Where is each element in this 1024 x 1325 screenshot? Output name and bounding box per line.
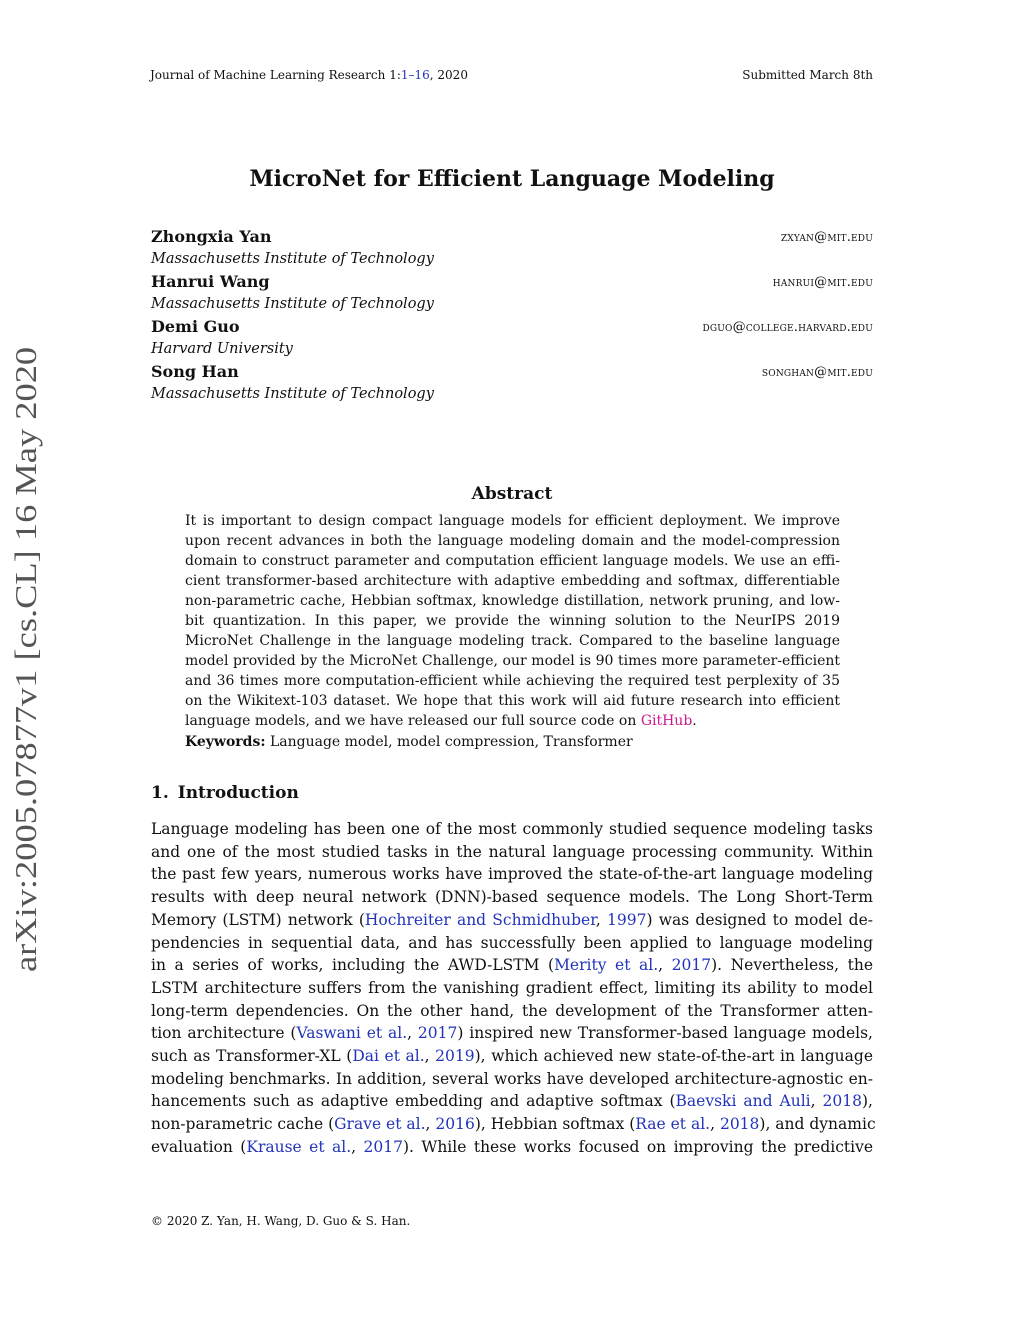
abstract-line: on the Wikitext-103 dataset. We hope that this work will aid future research into efficient (185, 693, 840, 709)
body-line: and one of the most studied tasks in the natural language processing community. Within (151, 843, 873, 861)
body-text: hancements such as adaptive embedding and adaptive softmax ( (151, 1092, 676, 1110)
body-text: ) was designed to model de- (646, 911, 873, 929)
body-line (151, 954, 873, 977)
body-text: , (351, 1138, 364, 1156)
body-text: , (424, 1047, 436, 1065)
section-title: Introduction (177, 783, 299, 803)
author-name: Song Han (151, 362, 239, 381)
author-name: Zhongxia Yan (151, 227, 272, 246)
author-affiliation: Massachusetts Institute of Technology (151, 296, 434, 312)
journal-name: Journal of Machine Learning Research 1: (150, 68, 401, 82)
citation-year-link[interactable]: 2019 (435, 1047, 475, 1065)
body-line (151, 1136, 873, 1159)
author-email[interactable]: songhan@mit.edu (761, 365, 873, 380)
abstract-text: language models, and we have released our full source code on (185, 713, 641, 729)
abstract-text: . (692, 713, 697, 729)
copyright-text: 2020 Z. Yan, H. Wang, D. Guo & S. Han. (163, 1214, 411, 1228)
abstract-line: non-parametric cache, Hebbian softmax, knowledge distillation, network pruning, and low- (185, 593, 840, 609)
body-line: modeling benchmarks. In addition, several works have developed architecture-agnostic en- (151, 1070, 873, 1088)
body-text: ), which achieved new state-of-the-art in language (474, 1047, 873, 1065)
author-name: Demi Guo (151, 317, 240, 336)
body-text: non-parametric cache ( (151, 1115, 335, 1133)
citation-year-link[interactable]: 2017 (363, 1138, 403, 1156)
body-text: tion architecture ( (151, 1024, 297, 1042)
abstract-line: model provided by the MicroNet Challenge, our model is 90 times more parameter-efficient (185, 653, 840, 669)
citation-link[interactable]: Dai et al. (352, 1047, 425, 1065)
author-affiliation: Massachusetts Institute of Technology (151, 251, 434, 267)
body-text: in a series of works, including the AWD-LSTM ( (151, 956, 555, 974)
body-text: , (710, 1115, 720, 1133)
abstract-line: bit quantization. In this paper, we provide the winning solution to the NeurIPS 2019 (185, 613, 840, 629)
copyright-footer (151, 1214, 410, 1228)
abstract-line: and 36 times more computation-efficient while achieving the required test perplexity of 35 (185, 673, 840, 689)
keywords-label: Keywords: (185, 734, 266, 750)
body-text: ), (862, 1092, 873, 1110)
github-link[interactable]: GitHub (640, 713, 693, 729)
body-text: evaluation ( (151, 1138, 247, 1156)
body-line: pendencies in sequential data, and has successfully been applied to language modeling (151, 934, 873, 952)
abstract-line: MicroNet Challenge in the language modeling track. Compared to the baseline language (185, 633, 840, 649)
body-line: long-term dependencies. On the other hand, the development of the Transformer atten- (151, 1002, 873, 1020)
abstract-line: domain to construct parameter and computation efficient language models. We use an effi- (185, 553, 840, 569)
body-text: ). Nevertheless, the (711, 956, 873, 974)
author-email[interactable]: dguo@college.harvard.edu (702, 320, 873, 335)
section-number: 1. (151, 783, 169, 803)
citation-link[interactable]: Vaswani et al. (296, 1024, 408, 1042)
body-line: Language modeling has been one of the most commonly studied sequence modeling tasks (151, 820, 873, 838)
body-text: , (595, 911, 608, 929)
citation-year-link[interactable]: 2018 (719, 1115, 760, 1133)
journal-year: , 2020 (429, 68, 468, 82)
citation-link[interactable]: Hochreiter and Schmidhuber (364, 911, 596, 929)
author-name: Hanrui Wang (151, 272, 270, 291)
author-affiliation: Harvard University (151, 341, 293, 357)
copyright-icon: © (151, 1214, 163, 1228)
author-email[interactable]: hanrui@mit.edu (772, 275, 873, 290)
body-line (151, 1090, 873, 1113)
body-line (151, 1045, 873, 1068)
abstract-heading: Abstract (471, 484, 553, 504)
arxiv-identifier: arXiv:2005.07877v1 [cs.CL] 16 May 2020 (8, 346, 43, 973)
citation-link[interactable]: Merity et al. (554, 956, 659, 974)
citation-link[interactable]: Krause et al. (246, 1138, 352, 1156)
citation-year-link[interactable]: 1997 (607, 911, 647, 929)
body-text: , (810, 1092, 823, 1110)
author-email[interactable]: zxyan@mit.edu (780, 230, 873, 245)
body-line: LSTM architecture suffers from the vanishing gradient effect, limiting its ability to model (151, 979, 873, 997)
submitted-date: Submitted March 8th (742, 68, 873, 82)
citation-year-link[interactable]: 2017 (671, 956, 712, 974)
journal-header (150, 68, 468, 82)
keywords-list: Language model, model compression, Transformer (269, 734, 633, 750)
body-line: results with deep neural network (DNN)-based sequence models. The Long Short-Term (151, 888, 873, 906)
body-text: , (407, 1024, 418, 1042)
body-line (151, 909, 873, 932)
body-text: ), Hebbian softmax ( (474, 1115, 636, 1133)
citation-year-link[interactable]: 2016 (435, 1115, 475, 1133)
paper-title: MicroNet for Efficient Language Modeling (249, 166, 775, 192)
body-text: such as Transformer-XL ( (151, 1047, 353, 1065)
author-affiliation: Massachusetts Institute of Technology (151, 386, 434, 402)
body-line (151, 1113, 876, 1136)
section-heading (151, 783, 299, 803)
body-text: , (425, 1115, 436, 1133)
citation-link[interactable]: Grave et al. (334, 1115, 426, 1133)
abstract-line: It is important to design compact language models for efficient deployment. We improve (185, 513, 840, 529)
abstract-line: cient transformer-based architecture with adaptive embedding and softmax, differentiable (185, 573, 840, 589)
body-text: Memory (LSTM) network ( (151, 911, 365, 929)
citation-link[interactable]: Baevski and Auli (675, 1092, 811, 1110)
body-text: , (658, 956, 672, 974)
body-text: ) inspired new Transformer-based language models, (457, 1024, 873, 1042)
body-text: ). While these works focused on improving the predictive (402, 1138, 874, 1156)
citation-link[interactable]: Rae et al. (635, 1115, 711, 1133)
body-text: ), and dynamic (759, 1115, 876, 1133)
abstract-line (185, 711, 840, 731)
abstract-line: upon recent advances in both the language modeling domain and the model-compression (185, 533, 840, 549)
citation-year-link[interactable]: 2017 (417, 1024, 458, 1042)
citation-year-link[interactable]: 2018 (822, 1092, 862, 1110)
journal-pages-link[interactable]: 1–16 (400, 68, 430, 82)
body-line: the past few years, numerous works have improved the state-of-the-art language modeling (151, 865, 873, 883)
body-line (151, 1022, 873, 1045)
keywords (185, 734, 633, 750)
